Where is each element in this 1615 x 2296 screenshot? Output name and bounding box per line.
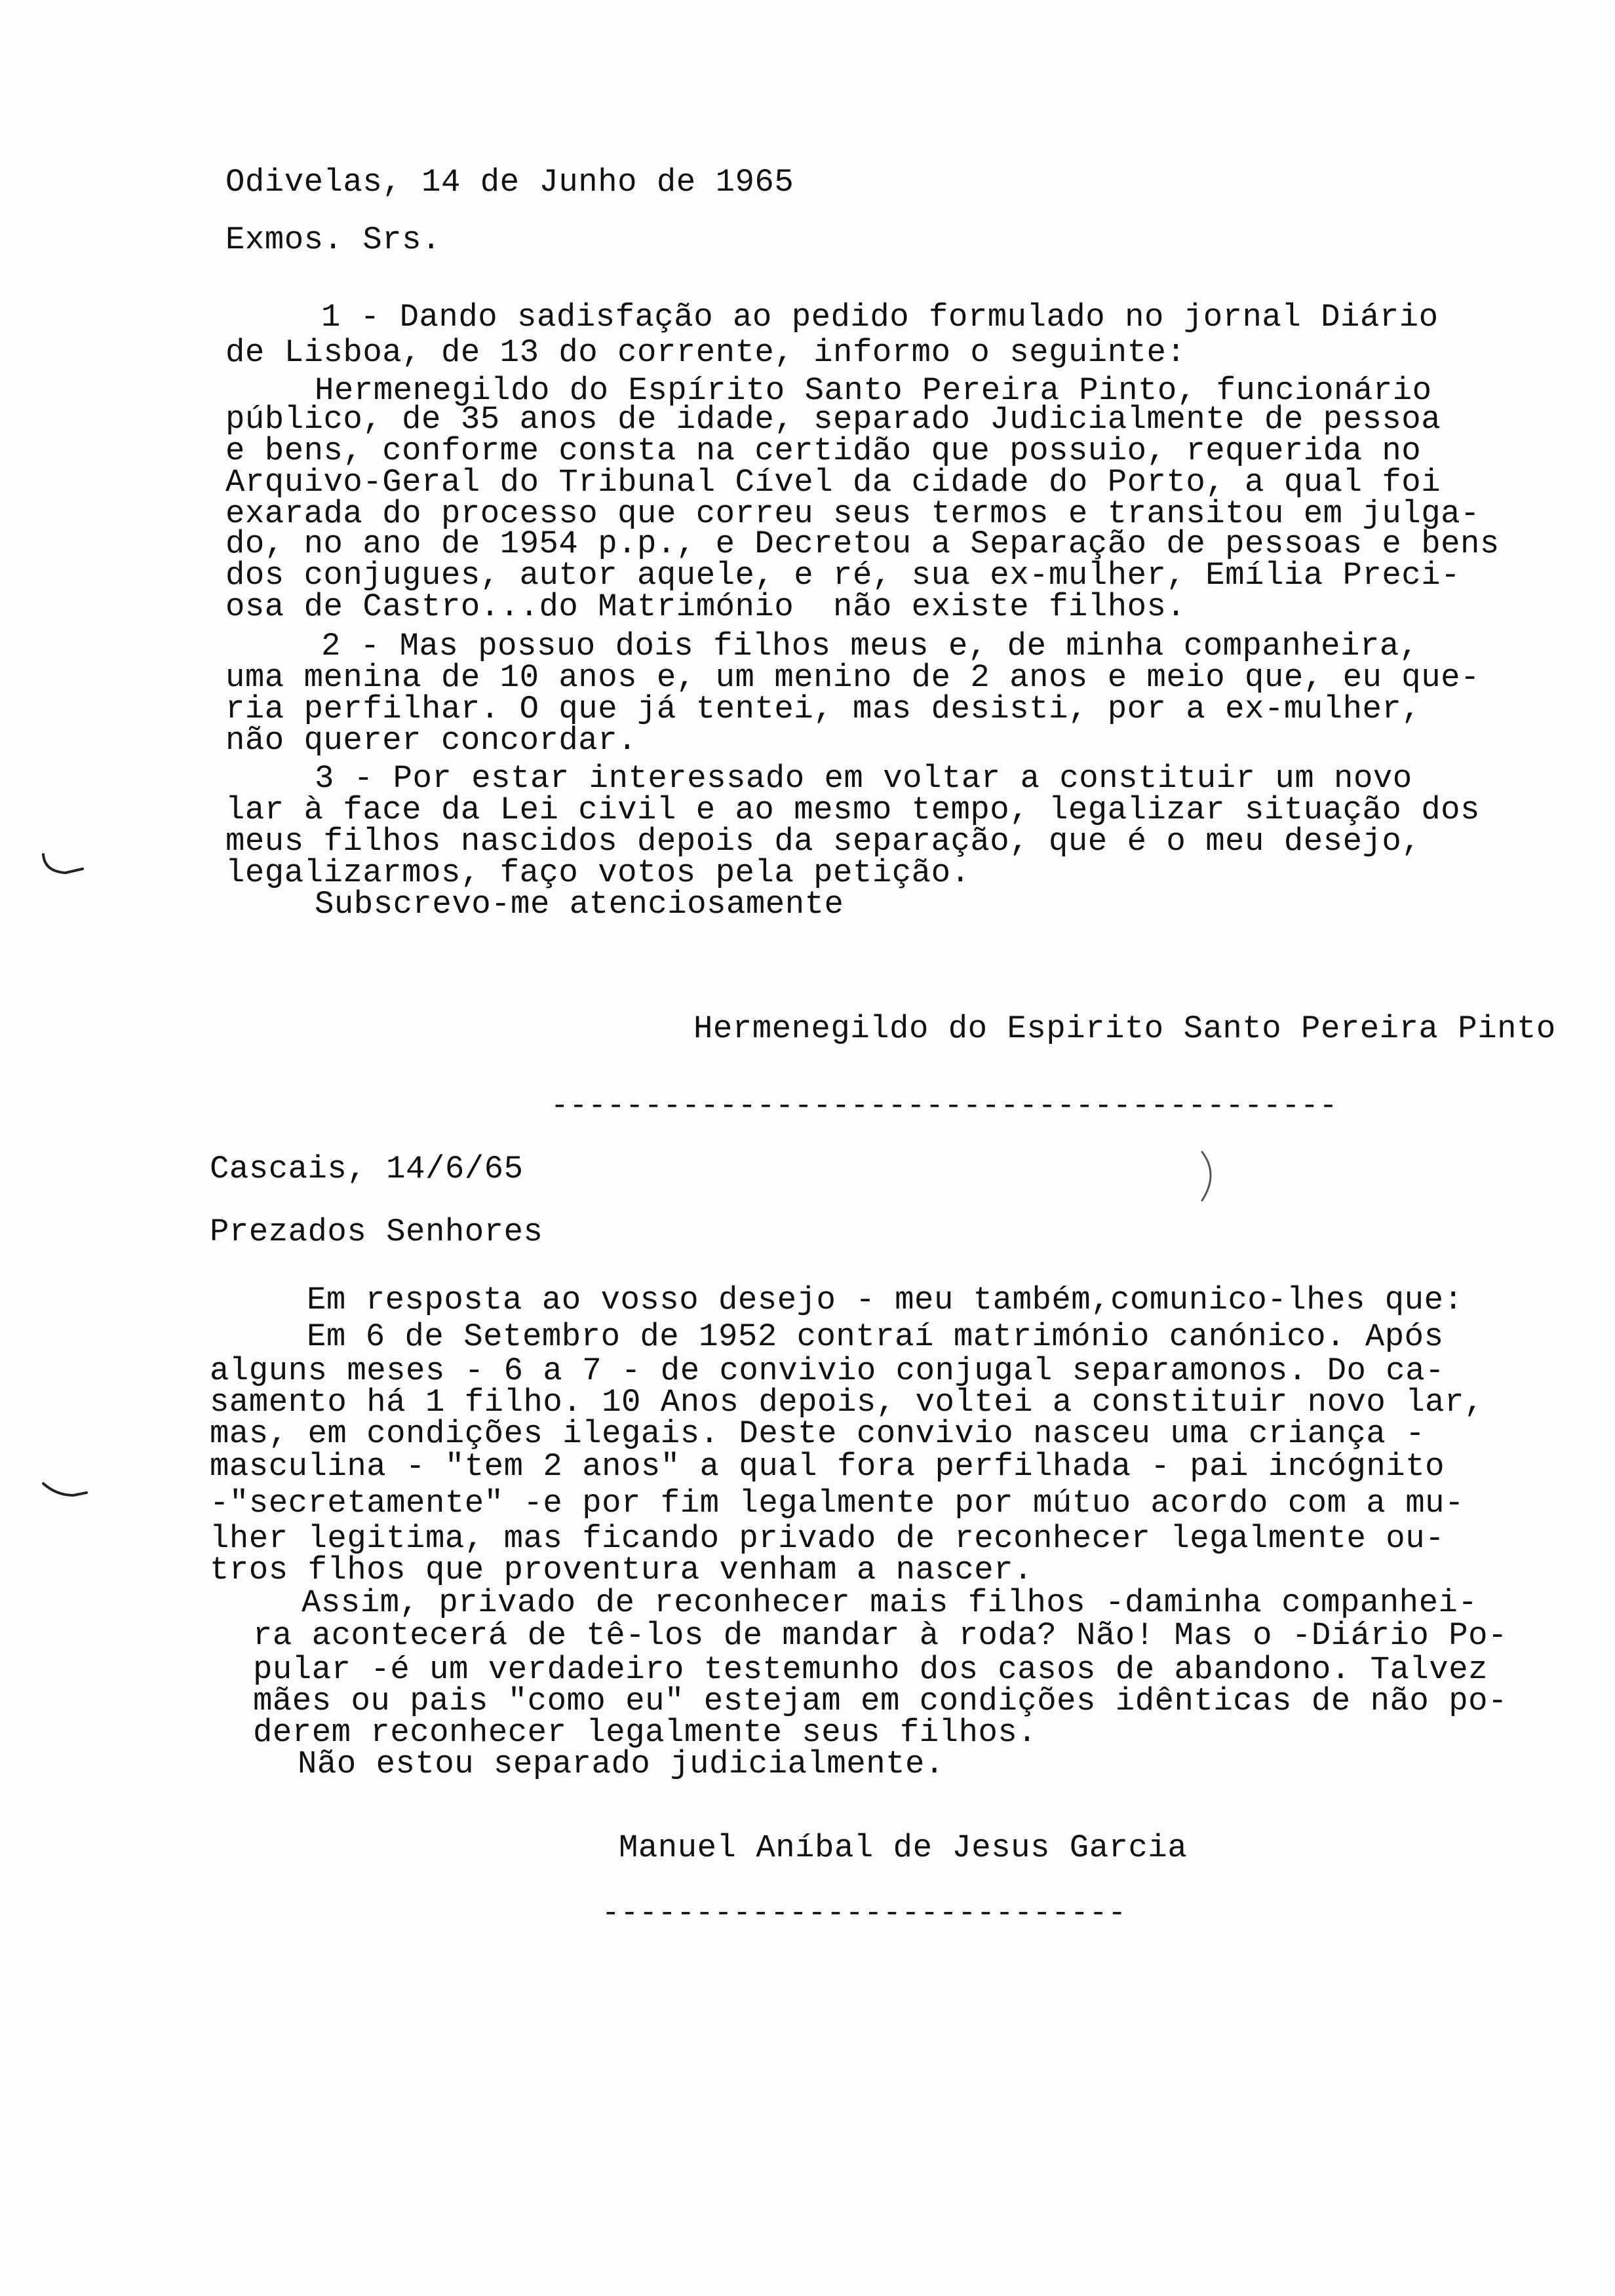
letter-1-line: Arquivo-Geral do Tribunal Cível da cidade do Porto, a qual foi [225, 464, 1441, 501]
letter-2-line: Em resposta ao vosso desejo - meu também,comunico-lhes que: [307, 1282, 1464, 1318]
letter-1-line: legalizarmos, faço votos pela petição. [225, 854, 971, 891]
margin-pen-mark [39, 1478, 92, 1504]
letter-2-line: Assim, privado de reconhecer mais filhos -daminha companhei- [302, 1584, 1478, 1621]
letter-2-line: masculina - "tem 2 anos" a qual fora perfilhada - pai incógnito [210, 1448, 1445, 1485]
letter-1-line: lar à face da Lei civil e ao mesmo tempo, legalizar situação dos [225, 792, 1480, 828]
letter-1-line: 2 - Mas possuo dois filhos meus e, de minha companheira, [321, 628, 1419, 664]
margin-pen-mark [39, 852, 85, 878]
letter-2-line: mães ou pais "como eu" estejam em condições idênticas de não po- [253, 1683, 1508, 1719]
letter-1-signature: Hermenegildo do Espirito Santo Pereira Pinto [693, 1010, 1556, 1047]
letter-1-place-date: Odivelas, 14 de Junho de 1965 [225, 164, 794, 201]
letter-2-line: Em 6 de Setembro de 1952 contraí matrimónio canónico. Após [307, 1318, 1444, 1355]
letter-1-line: público, de 35 anos de idade, separado Judicialmente de pessoa [225, 401, 1441, 438]
letter-2-line: samento há 1 filho. 10 Anos depois, voltei a constituir novo lar, [210, 1384, 1484, 1421]
margin-pen-mark [1193, 1148, 1232, 1207]
letter-2-line: Não estou separado judicialmente. [298, 1746, 944, 1782]
letter-1-line: uma menina de 10 anos e, um menino de 2 anos e meio que, eu que- [225, 659, 1480, 696]
letter-1-line: dos conjugues, autor aquele, e ré, sua ex-mulher, Emília Preci- [225, 557, 1461, 594]
letter-1-line: exarada do processo que correu seus termos e transitou em julga- [225, 495, 1480, 532]
letter-2-line: mas, em condições ilegais. Deste convivio nasceu uma criança - [210, 1415, 1426, 1452]
letter-1-line: de Lisboa, de 13 do corrente, informo o seguinte: [225, 334, 1186, 371]
letter-1-line: 1 - Dando sadisfação ao pedido formulado no jornal Diário [321, 299, 1439, 335]
letter-1-line: osa de Castro...do Matrimónio não existe filhos. [225, 588, 1186, 625]
letter-1-line: Subscrevo-me atenciosamente [315, 886, 844, 923]
letter-1-line: Hermenegildo do Espírito Santo Pereira Pinto, funcionário [315, 372, 1432, 409]
letter-2-place-date: Cascais, 14/6/65 [210, 1151, 524, 1187]
letter-2-line: ra acontecerá de tê-los de mandar à roda? Não! Mas o -Diário Po- [253, 1617, 1508, 1654]
letter-2-line: lher legitima, mas ficando privado de reconhecer legalmente ou- [210, 1520, 1445, 1557]
letter-1-line: e bens, conforme consta na certidão que possuio, requerida no [225, 432, 1422, 469]
letter-1-salutation: Exmos. Srs. [225, 221, 441, 258]
letter-2-signature: Manuel Aníbal de Jesus Garcia [619, 1829, 1188, 1866]
letter-1-line: ria perfilhar. O que já tentei, mas desisti, por a ex-mulher, [225, 691, 1422, 727]
letter-1-line: do, no ano de 1954 p.p., e Decretou a Separação de pessoas e bens [225, 526, 1500, 562]
letter-1-line: não querer concordar. [225, 722, 638, 759]
letter-2-line: -"secretamente" -e por fim legalmente por mútuo acordo com a mu- [210, 1485, 1464, 1521]
letter-2-line: tros flhos que proventura venham a nascer. [210, 1552, 1034, 1588]
letter-1-line: meus filhos nascidos depois da separação, que é o meu desejo, [225, 823, 1422, 860]
letter-2-line: pular -é um verdadeiro testemunho dos casos de abandono. Talvez [253, 1651, 1489, 1688]
letter-2-salutation: Prezados Senhores [210, 1214, 543, 1250]
letter-2-line: derem reconhecer legalmente seus filhos. [253, 1714, 1038, 1751]
letter-1-separator: ------------------------------------------ [551, 1089, 1338, 1123]
letter-2-separator: ---------------------------- [602, 1896, 1127, 1930]
letter-1-line: 3 - Por estar interessado em voltar a constituir um novo [315, 760, 1412, 797]
letter-2-line: alguns meses - 6 a 7 - de convivio conjugal separamonos. Do ca- [210, 1352, 1445, 1389]
